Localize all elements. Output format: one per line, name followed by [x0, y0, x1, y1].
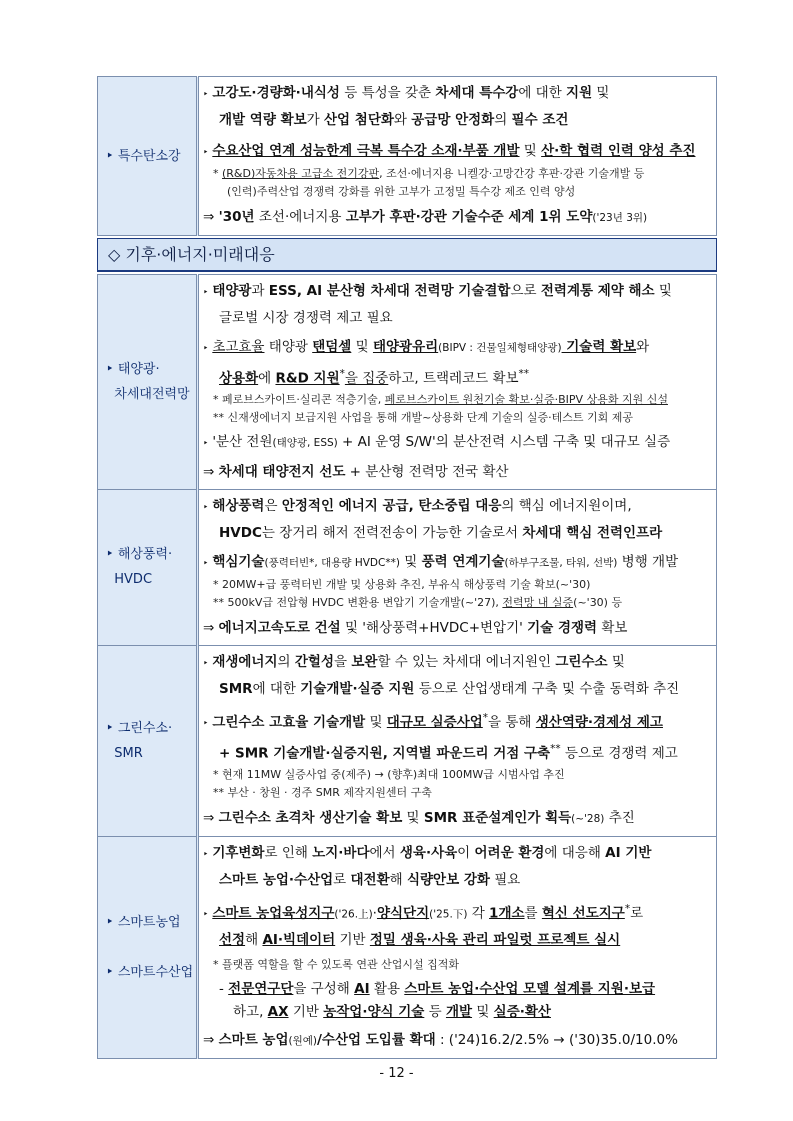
- point: ‣ 재생에너지의 간헐성을 보완할 수 있는 차세대 에너지원인 그린수소 및: [203, 653, 625, 670]
- energy-table: [97, 274, 717, 1059]
- page-body: [97, 76, 717, 1059]
- note: * 페로브스카이트·실리콘 적층기술, 페로브스카이트 원천기술 확보·실증·BIPV 상용화 지원 신설: [213, 392, 668, 406]
- point: ‣ 핵심기술(풍력터빈*, 대용량 HVDC**) 및 풍력 연계기술(하부구조물, 타워, 선박) 병행 개발: [203, 553, 679, 570]
- point: ‣ 수요산업 연계 성능한계 극복 특수강 소재·부품 개발 및 산·학 협력 인력 양성 추진: [203, 143, 696, 159]
- smart-farm-label: ‣ 스마트농업 ‣ 스마트수산업: [98, 836, 198, 1059]
- section-header: ◇ 기후·에너지·미래대응: [97, 238, 717, 272]
- point: ‣ 스마트 농업육성지구('26.上)·양식단지('25.下) 각 1개소를 혁신 선도지구*로: [203, 902, 644, 921]
- point-cont: 스마트 농업·수산업로 대전환해 식량안보 강화 필요: [219, 871, 521, 888]
- point: ‣ 해상풍력은 안정적인 에너지 공급, 탄소중립 대응의 핵심 에너지원이며,: [203, 497, 632, 514]
- dash-item-cont: 하고, AX 기반 농작업·양식 기술 등 개발 및 실증·확산: [233, 1004, 551, 1020]
- note: * 현재 11MW 실증사업 중(제주) → (향후)최대 100MW급 시범사업 추진: [213, 767, 565, 781]
- result-line: ⇒ 차세대 태양전지 선도 + 분산형 전력망 전국 확산: [203, 463, 509, 480]
- hydrogen-label: ‣ 그린수소· SMR: [98, 645, 198, 836]
- point: ‣ 고강도·경량화·내식성 등 특성을 갖춘 차세대 특수강에 대한 지원 및: [203, 85, 610, 101]
- special-steel-content: [198, 77, 717, 236]
- point: ‣ 그린수소 고효율 기술개발 및 대규모 실증사업*을 통해 생산역량·경제성 제고: [203, 711, 663, 730]
- point-cont: 글로벌 시장 경쟁력 제고 필요: [219, 310, 393, 326]
- result-line: ⇒ '30년 조선·에너지용 고부가 후판·강관 기술수준 세계 1위 도약('23년 3위): [203, 209, 648, 225]
- result-line: ⇒ 그린수소 초격차 생산기술 확보 및 SMR 표준설계인가 획득(~'28) 추진: [203, 809, 635, 826]
- note: * 20MW+급 풍력터빈 개발 및 상용화 추진, 부유식 해상풍력 기술 확보(~'30): [213, 577, 591, 591]
- point: ‣ 초고효율 태양광 탠덤셀 및 태양광유리(BIPV : 건물일체형태양광) 기술력 확보와: [203, 339, 650, 355]
- point-cont: 개발 역량 확보가 산업 첨단화와 공급망 안정화의 필수 조건: [219, 112, 569, 128]
- solar-label: ‣ 태양광· 차세대전력망: [98, 275, 198, 490]
- point-cont: + SMR 기술개발·실증지원, 지역별 파운드리 거점 구축** 등으로 경쟁력 제고: [219, 743, 678, 762]
- point-cont: HVDC는 장거리 해저 전력전송이 가능한 기술로서 차세대 핵심 전력인프라: [219, 524, 663, 541]
- page-number: - 12 -: [379, 1066, 414, 1081]
- special-steel-table: [97, 76, 717, 236]
- note: * 플랫폼 역할을 할 수 있도록 연관 산업시설 집적화: [213, 958, 459, 971]
- point-cont: 상용화에 R&D 지원*을 집중하고, 트랙레코드 확보**: [219, 368, 530, 387]
- note: * (R&D)자동차용 고급소 전기강판, 조선·에너지용 니켈강·고망간강 후판·강관 기술개발 등: [213, 167, 645, 180]
- result-line: ⇒ 스마트 농업(원예)/수산업 도입률 확대 : ('24)16.2/2.5% → ('30)35.0/10.0%: [203, 1032, 678, 1048]
- point: ‣ 기후변화로 인해 노지·바다에서 생육·사육이 어려운 환경에 대응해 AI 기반: [203, 844, 652, 861]
- dash-item: - 전문연구단을 구성해 AI 활용 스마트 농업·수산업 모델 설계를 지원·보급: [219, 981, 656, 997]
- point-cont: 선정해 AI·빅데이터 기반 정밀 생육·사육 관리 파일럿 프로젝트 실시: [219, 932, 621, 948]
- point: ‣ 태양광과 ESS, AI 분산형 차세대 전력망 기술결합으로 전력계통 제약 해소 및: [203, 283, 672, 299]
- smart-farm-content: [198, 836, 717, 1059]
- wind-label: ‣ 해상풍력· HVDC: [98, 489, 198, 645]
- point: ‣ '분산 전원(태양광, ESS) + AI 운영 S/W'의 분산전력 시스템 구축 및 대규모 실증: [203, 433, 671, 450]
- result-line: ⇒ 에너지고속도로 건설 및 '해상풍력+HVDC+변압기' 기술 경쟁력 확보: [203, 619, 628, 636]
- note: ** 신재생에너지 보급지원 사업을 통해 개발~상용화 단계 기술의 실증·테스트 기회 제공: [213, 410, 633, 424]
- note: ** 부산 · 창원 · 경주 SMR 제작지원센터 구축: [213, 785, 432, 799]
- special-steel-label: ‣ 특수탄소강: [98, 77, 198, 236]
- note: ** 500kV급 전압형 HVDC 변환용 변압기 기술개발(~'27), 전력망 내 실증(~'30) 등: [213, 595, 623, 609]
- wind-content: [198, 489, 717, 645]
- solar-content: [198, 275, 717, 490]
- point-cont: SMR에 대한 기술개발·실증 지원 등으로 산업생태계 구축 및 수출 동력화 추진: [219, 680, 680, 697]
- hydrogen-content: [198, 645, 717, 836]
- note: (인력)주력산업 경쟁력 강화를 위한 고부가 고정밀 특수강 제조 인력 양성: [227, 185, 576, 198]
